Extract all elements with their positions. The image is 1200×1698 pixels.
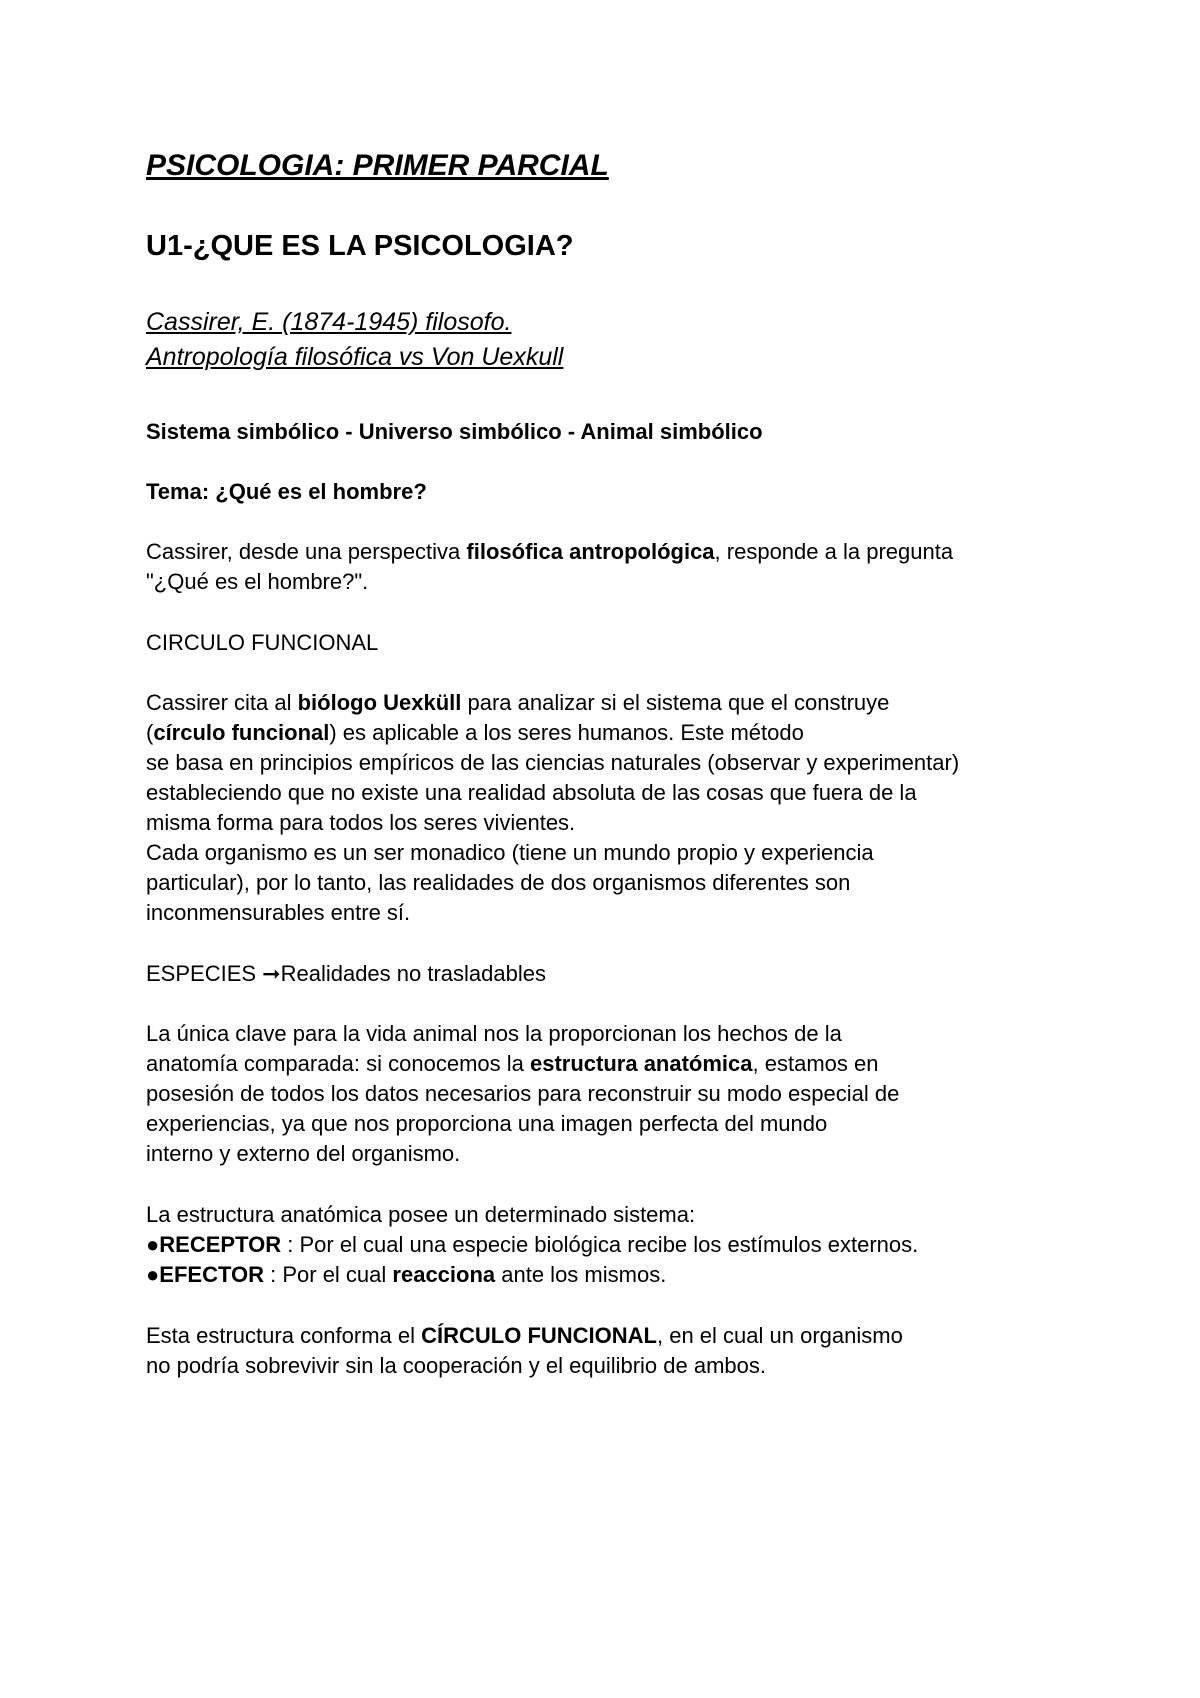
receptor-text: : Por el cual una especie biológica recibe los estímulos externos.	[281, 1232, 919, 1257]
bold-run: filosófica antropológica	[466, 539, 715, 564]
bold-run: estructura anatómica	[529, 1051, 753, 1076]
text-run: ante los mismos.	[495, 1262, 667, 1287]
circulo-line-2	[146, 718, 804, 748]
anatomia-line-1: La única clave para la vida animal nos la proporcionan los hechos de la	[146, 1021, 842, 1046]
text-run: , responde a la pregunta	[714, 539, 954, 564]
anatomia-line-3: posesión de todos los datos necesarios para reconstruir su modo especial de	[146, 1081, 900, 1106]
anatomia-line-5: interno y externo del organismo.	[146, 1141, 461, 1166]
text-run: para analizar si el sistema que el construye	[461, 690, 890, 715]
bold-run: reacciona	[392, 1262, 496, 1287]
circulo-heading: CIRCULO FUNCIONAL	[146, 630, 379, 655]
bold-run: CÍRCULO FUNCIONAL	[421, 1323, 657, 1348]
circulo-line-5: misma forma para todos los seres vivientes.	[146, 810, 576, 835]
circulo-line-4: estableciendo que no existe una realidad absoluta de las cosas que fuera de la	[146, 780, 917, 805]
receptor-item	[146, 1230, 918, 1260]
text-run: Cassirer cita al	[146, 690, 298, 715]
text-run: ) es aplicable a los seres humanos. Este método	[329, 720, 804, 745]
efector-text: : Por el cual	[264, 1262, 393, 1287]
text-run: Esta estructura conforma el	[146, 1323, 422, 1348]
bullet-icon: ●	[146, 1262, 160, 1287]
text-run: Cassirer, desde una perspectiva	[146, 539, 467, 564]
receptor-label: RECEPTOR	[159, 1232, 282, 1257]
efector-label: EFECTOR	[159, 1262, 265, 1287]
topic-heading: Tema: ¿Qué es el hombre?	[146, 479, 427, 504]
reference-line-1: Cassirer, E. (1874-1945) filosofo.	[146, 308, 512, 336]
sistema-intro: La estructura anatómica posee un determinado sistema:	[146, 1202, 696, 1227]
circulo-line-7: particular), por lo tanto, las realidades de dos organismos diferentes son	[146, 870, 851, 895]
conclusion-line-1	[146, 1321, 903, 1351]
unit-heading: U1-¿QUE ES LA PSICOLOGIA?	[146, 230, 574, 262]
efector-item	[146, 1260, 666, 1290]
bullet-icon: ●	[146, 1232, 160, 1257]
anatomia-line-2	[146, 1049, 878, 1079]
circulo-line-8: inconmensurables entre sí.	[146, 900, 411, 925]
systems-heading: Sistema simbólico - Universo simbólico - Animal simbólico	[146, 419, 763, 444]
bold-run: biólogo Uexküll	[297, 690, 462, 715]
bold-run: círculo funcional	[153, 720, 330, 745]
anatomia-line-4: experiencias, ya que nos proporciona una imagen perfecta del mundo	[146, 1111, 828, 1136]
circulo-line-6: Cada organismo es un ser monadico (tiene un mundo propio y experiencia	[146, 840, 874, 865]
text-run: , estamos en	[752, 1051, 879, 1076]
circulo-line-1	[146, 688, 889, 718]
circulo-line-3: se basa en principios empíricos de las ciencias naturales (observar y experimentar)	[146, 750, 960, 775]
reference-line-2: Antropología filosófica vs Von Uexkull	[146, 343, 564, 371]
text-run: (	[146, 720, 154, 745]
especies-line: ESPECIES ➞Realidades no trasladables	[146, 961, 546, 986]
document-title: PSICOLOGIA: PRIMER PARCIAL	[146, 149, 609, 182]
text-run: , en el cual un organismo	[657, 1323, 903, 1348]
intro-line-1	[146, 537, 953, 567]
text-run: anatomía comparada: si conocemos la	[146, 1051, 530, 1076]
conclusion-line-2: no podría sobrevivir sin la cooperación y el equilibrio de ambos.	[146, 1353, 767, 1378]
intro-line-2: "¿Qué es el hombre?".	[146, 569, 369, 594]
